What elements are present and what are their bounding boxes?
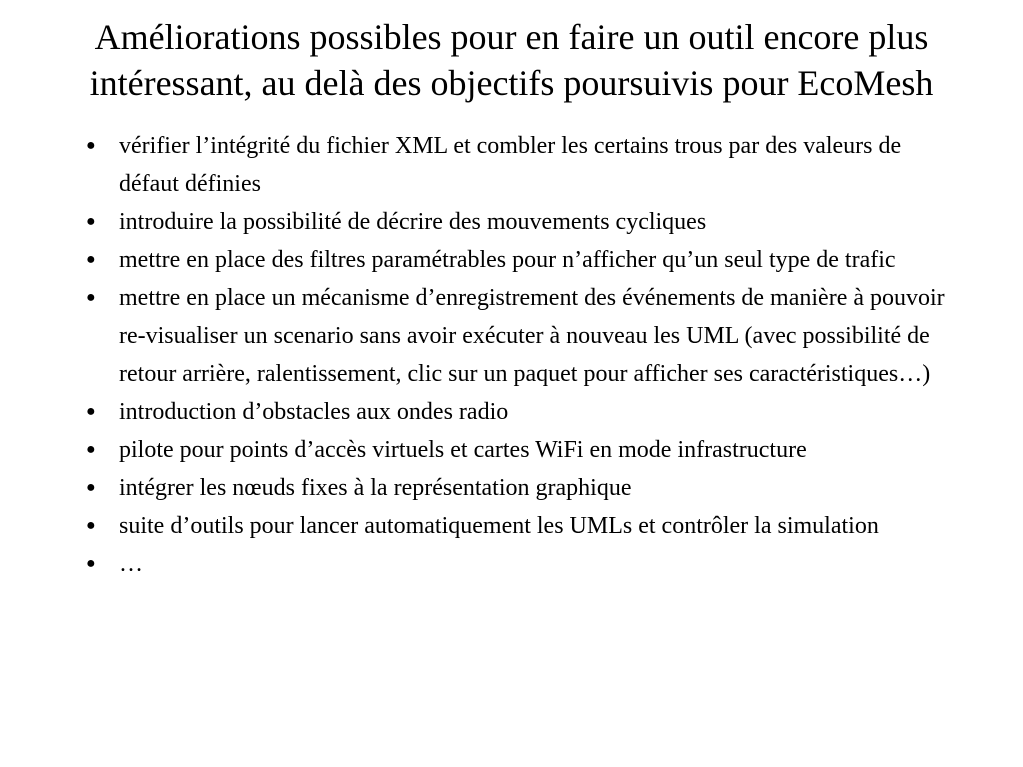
bullet-list <box>80 127 960 583</box>
bullet-item-1 <box>80 127 960 203</box>
slide-title-line-1: Améliorations possibles pour en faire un outil encore plus <box>94 17 929 57</box>
bullet-dot-icon: ● <box>86 137 96 154</box>
bullet-dot-icon: ● <box>86 479 96 496</box>
bullet-item-3 <box>80 241 960 279</box>
slide-title-line-2: intéressant, au delà des objectifs poursuivis pour EcoMesh <box>89 63 934 103</box>
bullet-dot-icon: ● <box>86 251 96 268</box>
bullet-text: introduction d’obstacles aux ondes radio <box>119 399 509 425</box>
bullet-item-9 <box>80 545 960 583</box>
bullet-text: vérifier l’intégrité du fichier XML et combler les certains trous par des valeurs de défaut définies <box>119 133 902 197</box>
bullet-dot-icon: ● <box>86 403 96 420</box>
bullet-text: intégrer les nœuds fixes à la représentation graphique <box>119 475 632 501</box>
bullet-item-8 <box>80 507 960 545</box>
bullet-item-2 <box>80 203 960 241</box>
bullet-dot-icon: ● <box>86 517 96 534</box>
slide-title <box>10 14 1013 106</box>
bullet-text: … <box>119 551 143 577</box>
bullet-dot-icon: ● <box>86 441 96 458</box>
bullet-text: suite d’outils pour lancer automatiquement les UMLs et contrôler la simulation <box>119 513 879 539</box>
bullet-text: introduire la possibilité de décrire des mouvements cycliques <box>119 209 707 235</box>
bullet-text: pilote pour points d’accès virtuels et cartes WiFi en mode infrastructure <box>119 437 807 463</box>
bullet-dot-icon: ● <box>86 213 96 230</box>
bullet-dot-icon: ● <box>86 555 96 572</box>
bullet-text: mettre en place des filtres paramétrables pour n’afficher qu’un seul type de trafic <box>119 247 896 273</box>
bullet-item-7 <box>80 469 960 507</box>
bullet-text: mettre en place un mécanisme d’enregistrement des événements de manière à pouvoir re-visualiser un scenario sans avoir exécuter à nouveau les UML (avec possibilité de retour arrière, ralentissement, clic sur un paquet pour afficher ses caractéristiques…) <box>119 285 945 387</box>
bullet-dot-icon: ● <box>86 289 96 306</box>
bullet-item-6 <box>80 431 960 469</box>
bullet-item-4 <box>80 279 960 393</box>
bullet-item-5 <box>80 393 960 431</box>
